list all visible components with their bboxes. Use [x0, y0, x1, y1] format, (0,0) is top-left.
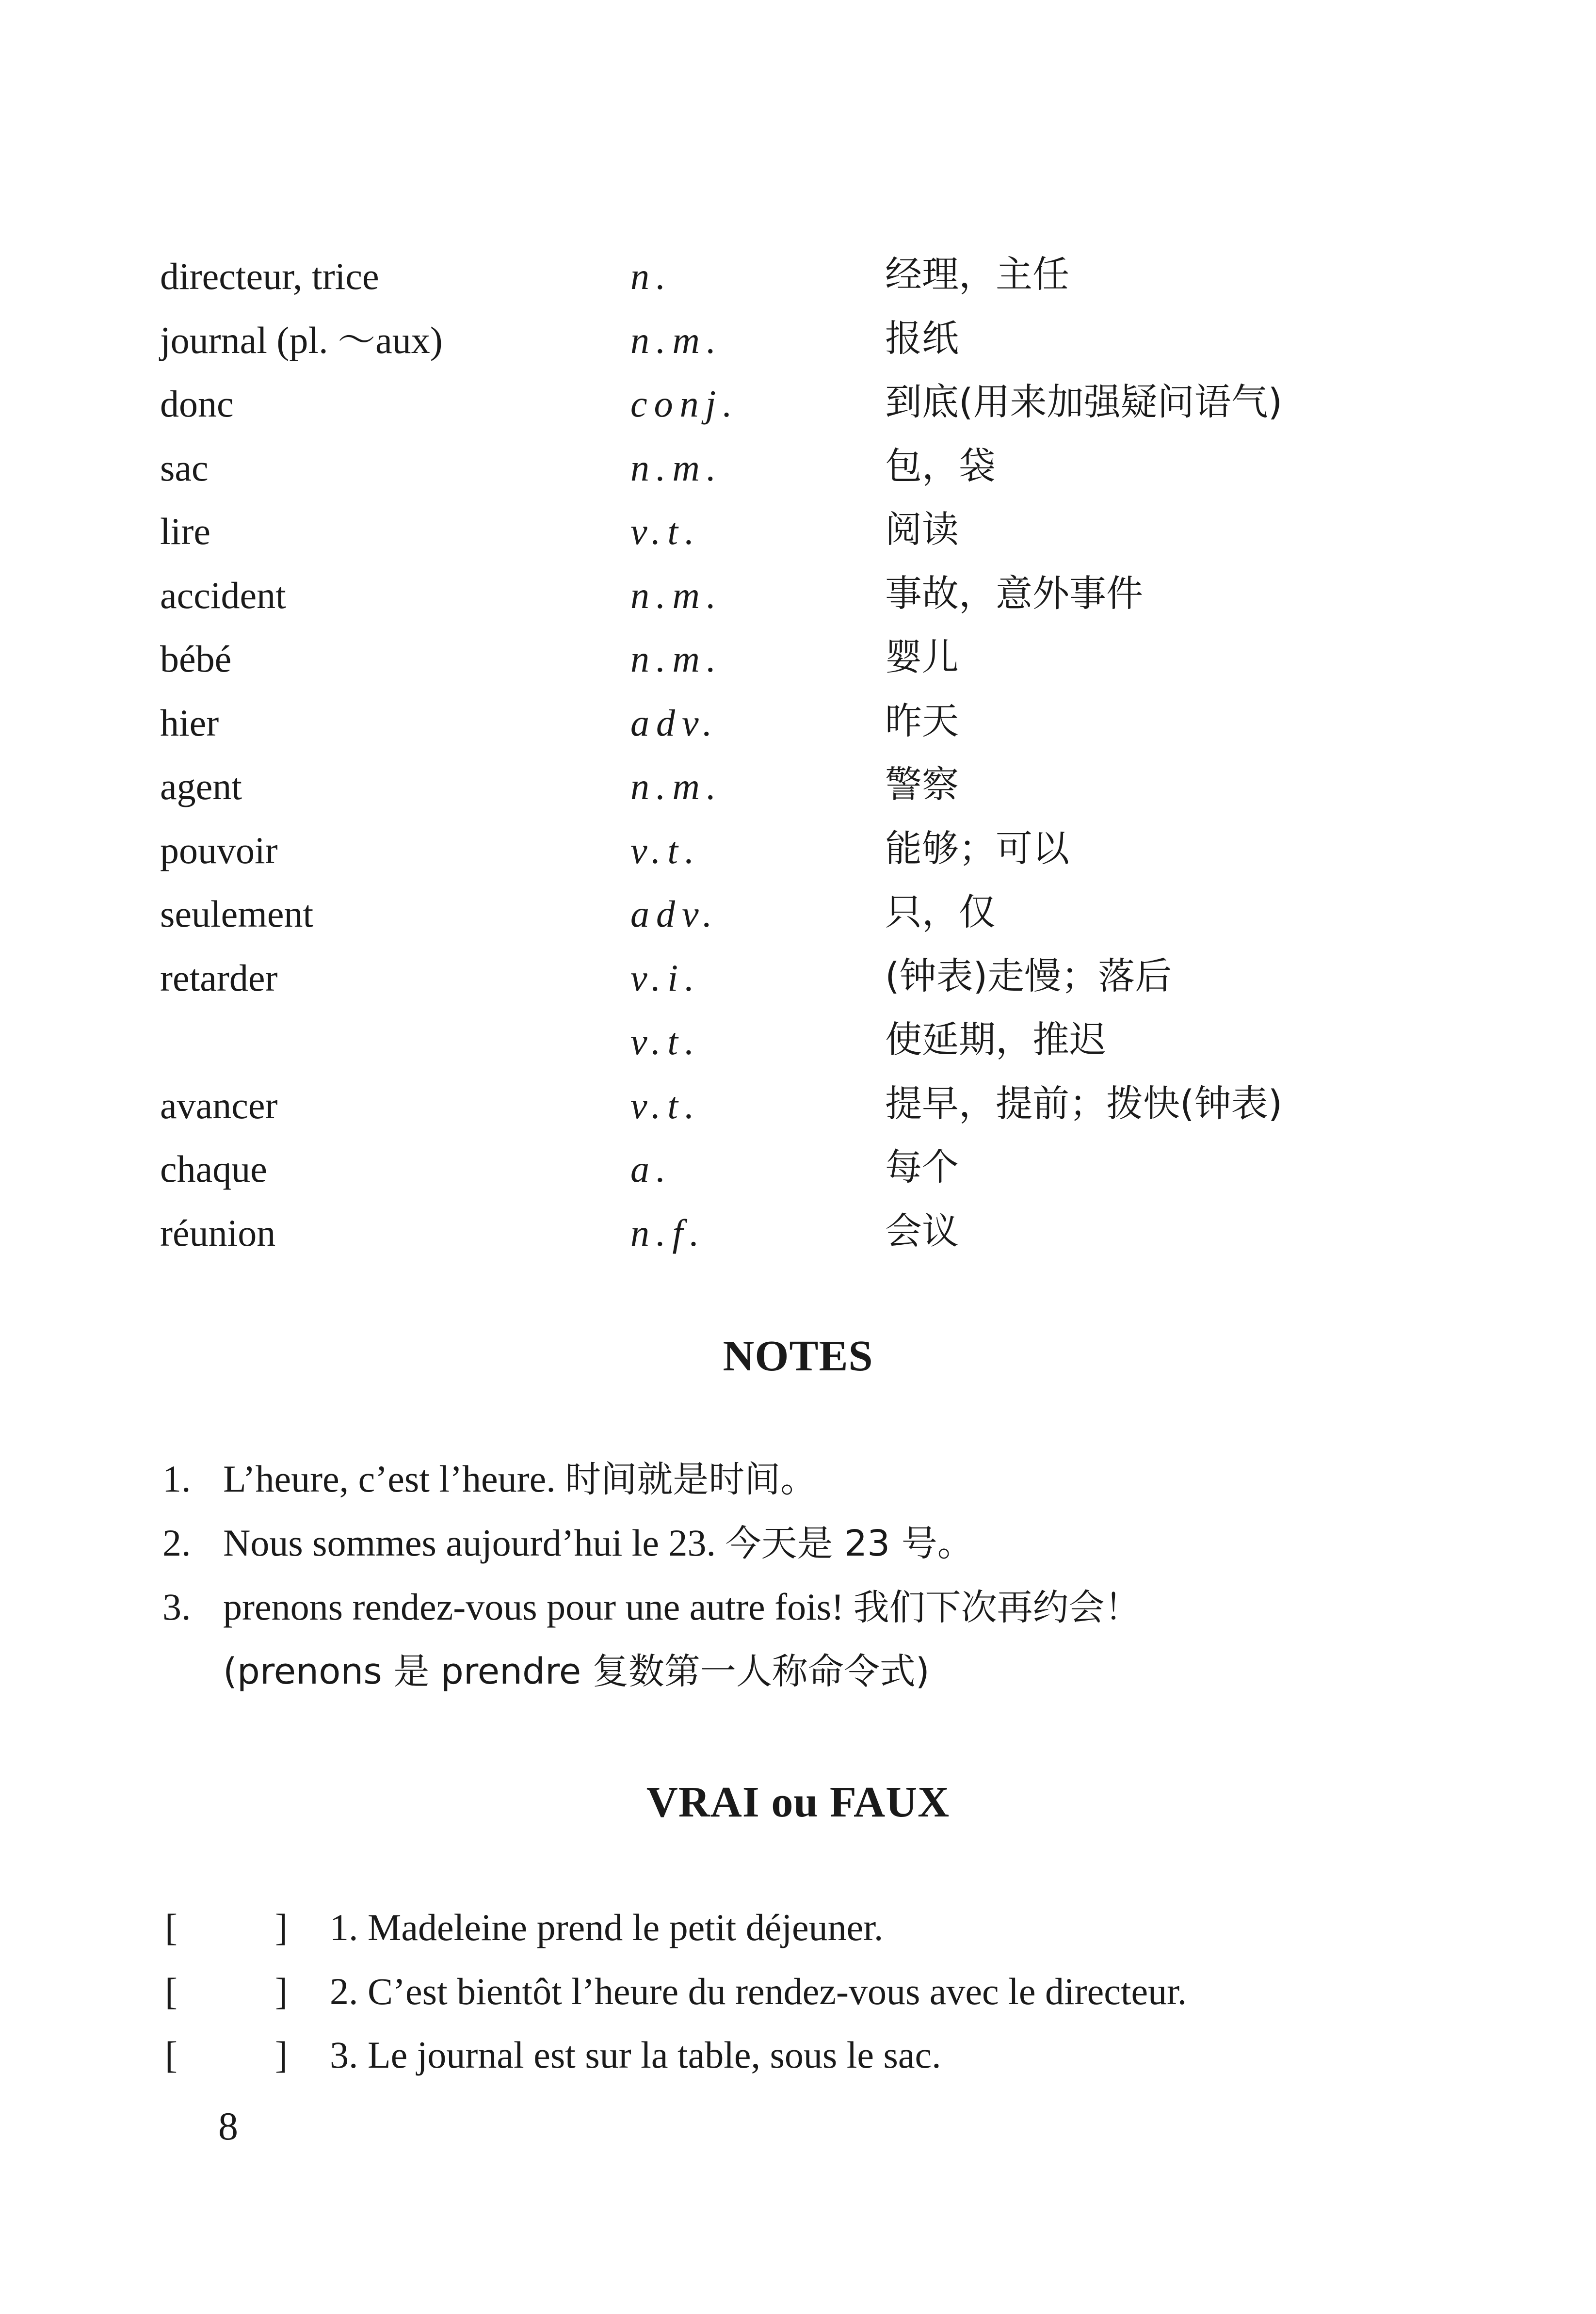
vf-text: Le journal est sur la table, sous le sac. — [368, 2034, 941, 2076]
vf-statement — [330, 1962, 1187, 2021]
vocab-part-of-speech: n. — [630, 255, 673, 297]
vocab-word: accident — [160, 574, 286, 616]
vocab-meaning: 事故，意外事件 — [885, 571, 1143, 615]
vocab-row — [160, 311, 1421, 375]
vocab-part-of-speech: n.m. — [630, 765, 723, 807]
vocab-part-of-speech: v.t. — [630, 1020, 701, 1062]
vocab-part-of-speech: n.m. — [630, 319, 723, 361]
vocab-meaning: 每个 — [885, 1145, 959, 1189]
vocab-meaning: 能够；可以 — [885, 826, 1069, 870]
vocab-row — [160, 439, 1421, 503]
vocab-meaning: 只，仅 — [885, 890, 996, 933]
vf-item — [165, 1962, 1474, 2026]
vocab-meaning: 报纸 — [885, 316, 959, 360]
vocab-part-of-speech: v.t. — [630, 829, 701, 871]
note-item — [162, 1514, 1472, 1578]
vocab-word: donc — [160, 383, 234, 425]
vocab-row — [160, 694, 1421, 758]
vocab-meaning: 提早，提前；拨快(钟表) — [885, 1081, 1283, 1125]
vocab-row — [160, 757, 1421, 821]
vocab-word: lire — [160, 510, 210, 552]
vocab-row — [160, 247, 1421, 311]
vocab-word: directeur, trice — [160, 255, 379, 297]
vocab-part-of-speech: a. — [630, 1148, 673, 1190]
vf-item — [165, 1898, 1474, 1962]
vf-text: Madeleine prend le petit déjeuner. — [368, 1906, 884, 1948]
vocab-word: retarder — [160, 956, 278, 999]
vocab-part-of-speech: adv. — [630, 893, 719, 935]
note-number: 1. — [162, 1458, 191, 1500]
vocab-row — [160, 949, 1421, 1013]
vocab-row — [160, 375, 1421, 439]
vocab-word: agent — [160, 765, 242, 807]
vocab-row — [160, 1204, 1421, 1268]
vocab-row — [160, 1140, 1421, 1204]
vocab-part-of-speech: conj. — [630, 383, 739, 425]
vf-number: 2. — [330, 1970, 358, 2012]
vocab-word: seulement — [160, 893, 314, 935]
vocab-word: réunion — [160, 1211, 276, 1254]
vocab-row — [160, 630, 1421, 694]
notes-heading: NOTES — [723, 1332, 873, 1380]
vocab-part-of-speech: v.t. — [630, 1084, 701, 1126]
vocab-meaning: 阅读 — [885, 508, 959, 551]
note-number: 2. — [162, 1522, 191, 1564]
vocab-word: journal (pl. ～aux) — [160, 319, 443, 361]
answer-bracket-open[interactable]: [ — [165, 2034, 177, 2076]
vocab-row — [160, 502, 1421, 566]
vf-statement — [330, 2026, 941, 2084]
vocab-word: chaque — [160, 1148, 267, 1190]
vocab-row — [160, 566, 1421, 630]
vf-number: 3. — [330, 2034, 358, 2076]
note-french: L’heure, c’est l’heure. — [223, 1458, 556, 1500]
vocab-meaning: 昨天 — [885, 699, 959, 742]
answer-bracket-close: ] — [275, 2034, 288, 2076]
vocab-part-of-speech: n.m. — [630, 638, 723, 680]
note-continuation — [162, 1642, 1472, 1706]
note-chinese: 今天是 23 号。 — [725, 1523, 973, 1564]
vocab-part-of-speech: n.m. — [630, 574, 723, 616]
vf-item — [165, 2026, 1474, 2090]
answer-bracket-open[interactable]: [ — [165, 1970, 177, 2012]
vrai-ou-faux-list — [165, 1898, 1474, 2090]
vocab-part-of-speech: v.i. — [630, 956, 701, 999]
answer-bracket-close: ] — [275, 1970, 288, 2012]
vocab-meaning: 到底(用来加强疑问语气) — [885, 380, 1283, 423]
note-number: 3. — [162, 1586, 191, 1628]
page-number: 8 — [218, 2104, 238, 2148]
vocab-part-of-speech: adv. — [630, 701, 719, 744]
vrai-ou-faux-heading: VRAI ou FAUX — [646, 1778, 950, 1826]
vocab-word: sac — [160, 446, 209, 489]
vocab-meaning: 包，袋 — [885, 444, 996, 487]
vocab-meaning: 警察 — [885, 763, 959, 806]
vocab-row — [160, 885, 1421, 949]
answer-bracket-close: ] — [275, 1906, 288, 1948]
note-item — [162, 1450, 1472, 1514]
vf-text: C’est bientôt l’heure du rendez-vous avec le directeur. — [368, 1970, 1187, 2012]
note-item — [162, 1578, 1472, 1642]
note-chinese: 我们下次再约会！ — [853, 1587, 1141, 1628]
vocab-meaning: (钟表)走慢；落后 — [885, 954, 1172, 997]
vocab-meaning: 经理，主任 — [885, 253, 1069, 296]
vocab-row — [160, 1077, 1421, 1141]
answer-bracket-open[interactable]: [ — [165, 1906, 177, 1948]
vf-number: 1. — [330, 1906, 358, 1948]
vocab-meaning: 使延期，推迟 — [885, 1018, 1106, 1061]
vocab-part-of-speech: n.f. — [630, 1211, 706, 1254]
vocab-word: bébé — [160, 638, 232, 680]
vocab-word: pouvoir — [160, 829, 278, 871]
note-french: prenons rendez-vous pour une autre fois! — [223, 1586, 844, 1628]
vocab-part-of-speech: n.m. — [630, 446, 723, 489]
note-french: Nous sommes aujourd’hui le 23. — [223, 1522, 716, 1564]
vocab-meaning: 会议 — [885, 1209, 959, 1253]
vocabulary-list — [160, 247, 1421, 1268]
vocab-row — [160, 1012, 1421, 1077]
note-chinese: 时间就是时间。 — [565, 1459, 817, 1500]
vocab-part-of-speech: v.t. — [630, 510, 701, 552]
note-continuation-text: (prenons 是 prendre 复数第一人称命令式) — [223, 1651, 930, 1692]
vocab-word: avancer — [160, 1084, 278, 1126]
vocab-word: hier — [160, 701, 219, 744]
vocab-row — [160, 821, 1421, 885]
vocab-meaning: 婴儿 — [885, 635, 959, 678]
notes-list — [162, 1450, 1472, 1706]
vf-statement — [330, 1898, 883, 1957]
